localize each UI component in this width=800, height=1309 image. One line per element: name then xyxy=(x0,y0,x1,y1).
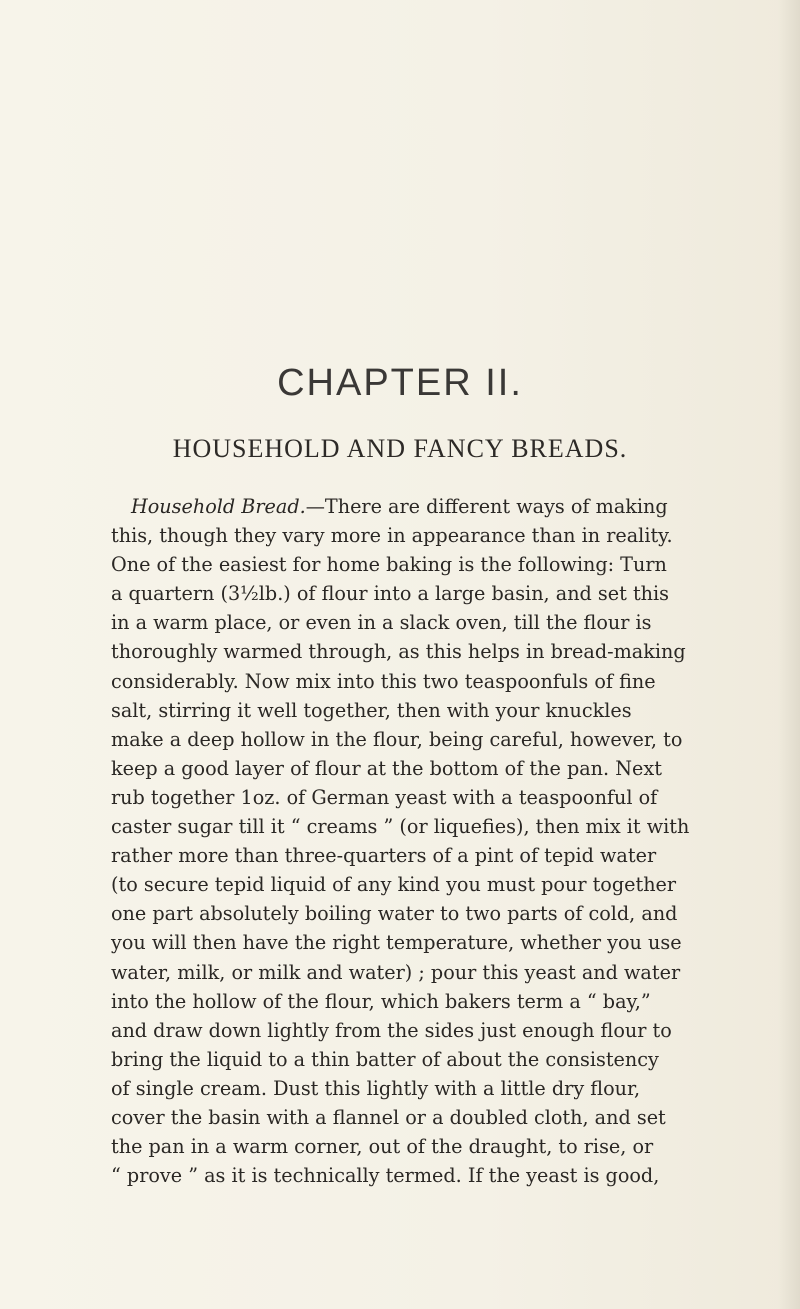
body-paragraph xyxy=(111,492,791,1190)
paragraph-line: bring the liquid to a thin batter of about the consistency xyxy=(111,1047,659,1071)
paragraph-line: and draw down lightly from the sides just enough flour to xyxy=(111,1018,672,1042)
paragraph-line: into the hollow of the flour, which bakers term a “ bay,” xyxy=(111,989,651,1013)
paragraph-line: water, milk, or milk and water) ; pour this yeast and water xyxy=(111,960,681,984)
paragraph-line: rub together 1oz. of German yeast with a teaspoonful of xyxy=(111,785,658,809)
paragraph-line: “ prove ” as it is technically termed. If the yeast is good, xyxy=(111,1164,660,1188)
paragraph-line-text: —There are different ways of making xyxy=(305,495,668,518)
paragraph-line: keep a good layer of flour at the bottom of the pan. Next xyxy=(111,756,662,780)
paragraph-line: thoroughly warmed through, as this helps in bread-making xyxy=(111,640,686,664)
paragraph-line: considerably. Now mix into this two teaspoonfuls of fine xyxy=(111,669,656,693)
section-title: HOUSEHOLD AND FANCY BREADS. xyxy=(172,434,628,463)
paragraph-line: cover the basin with a flannel or a doubled cloth, and set xyxy=(111,1105,666,1129)
paragraph-line: One of the easiest for home baking is the following: Turn xyxy=(111,553,667,577)
paragraph-line: make a deep hollow in the flour, being careful, however, to xyxy=(111,727,683,751)
paragraph-line: one part absolutely boiling water to two parts of cold, and xyxy=(111,902,678,926)
paragraph-line: this, though they vary more in appearance than in reality. xyxy=(111,524,673,548)
paragraph-line: you will then have the right temperature, whether you use xyxy=(111,931,682,955)
paragraph-line xyxy=(111,492,791,521)
paragraph-line: of single cream. Dust this lightly with a little dry flour, xyxy=(111,1076,641,1100)
paragraph-line: rather more than three-quarters of a pint of tepid water xyxy=(111,844,657,868)
paragraph-line: a quartern (3½lb.) of flour into a large basin, and set this xyxy=(111,582,669,606)
paragraph-line: salt, stirring it well together, then with your knuckles xyxy=(111,698,632,722)
paragraph-line: in a warm place, or even in a slack oven, till the flour is xyxy=(111,611,652,635)
paragraph-lead: Household Bread. xyxy=(131,495,306,518)
paragraph-line: caster sugar till it “ creams ” (or liquefies), then mix it with xyxy=(111,815,690,839)
paragraph-line: the pan in a warm corner, out of the draught, to rise, or xyxy=(111,1135,654,1159)
chapter-title: CHAPTER II. xyxy=(277,362,523,404)
paragraph-line: (to secure tepid liquid of any kind you must pour together xyxy=(111,873,677,897)
